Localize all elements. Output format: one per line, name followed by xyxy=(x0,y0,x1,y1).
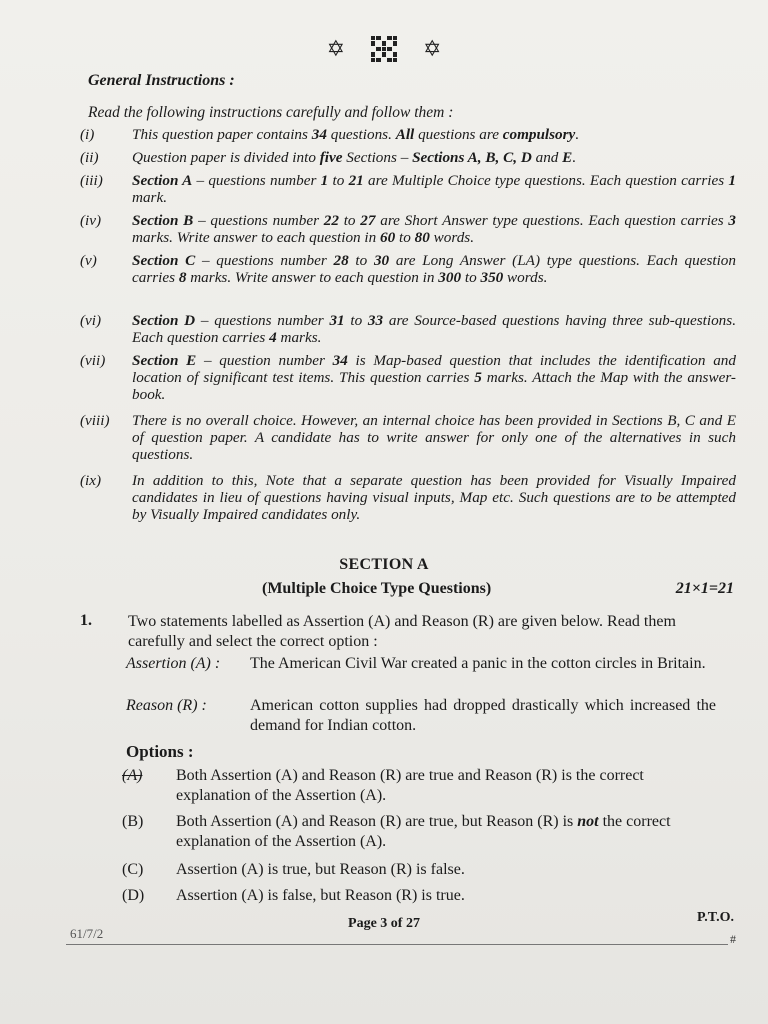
option-text: Both Assertion (A) and Reason (R) are true and Reason (R) is the correct explanation of the Assertion (A). xyxy=(176,767,644,804)
instruction-number: (iii) xyxy=(80,172,103,189)
instruction-text: There is no overall choice. However, an internal choice has been provided in Sections B, C and E of question paper. A candidate has to write answer for only one of the alternatives in such questions. xyxy=(132,412,736,463)
instruction-item xyxy=(80,252,736,286)
instruction-item xyxy=(80,172,736,206)
option-b[interactable] xyxy=(118,812,708,852)
section-subtitle: (Multiple Choice Type Questions) xyxy=(262,580,492,597)
qr-code-icon xyxy=(371,36,397,62)
assertion-text: The American Civil War created a panic in the cotton circles in Britain. xyxy=(250,655,706,672)
section-title: SECTION A xyxy=(339,556,429,573)
section-marks: 21×1=21 xyxy=(675,580,734,597)
instruction-item xyxy=(80,412,736,463)
option-d[interactable] xyxy=(118,886,708,906)
option-label: (C) xyxy=(122,861,144,878)
instruction-item xyxy=(80,126,736,143)
instruction-item xyxy=(80,212,736,246)
instruction-text: Section C – questions number 28 to 30 are Long Answer (LA) type questions. Each question carries 8 marks. Write answer to each question in 300 to 350 words. xyxy=(132,252,736,286)
instruction-number: (vii) xyxy=(80,352,106,369)
instruction-text: Section A – questions number 1 to 21 are Multiple Choice type questions. Each question carries 1 mark. xyxy=(132,172,736,206)
option-a[interactable] xyxy=(118,766,708,806)
instruction-text: Section B – questions number 22 to 27 are Short Answer type questions. Each question carries 3 marks. Write answer to each question in 60 to 80 words. xyxy=(132,212,736,246)
question-stem: Two statements labelled as Assertion (A) and Reason (R) are given below. Read them carefully and select the correct option : xyxy=(128,613,676,650)
instruction-number: (i) xyxy=(80,126,95,143)
instruction-number: (v) xyxy=(80,252,97,269)
instruction-item xyxy=(80,149,736,166)
header-marks xyxy=(0,36,768,62)
instruction-text: Section D – questions number 31 to 33 are Source-based questions having three sub-questions. Each question carries 4 marks. xyxy=(132,312,736,346)
paper-code: 61/7/2 xyxy=(70,926,104,941)
assertion-row xyxy=(126,654,716,674)
option-text: Both Assertion (A) and Reason (R) are true, but Reason (R) is not the correct explanation of the Assertion (A). xyxy=(176,813,671,850)
option-text: Assertion (A) is false, but Reason (R) is true. xyxy=(176,887,465,904)
instruction-item xyxy=(80,312,736,346)
footer-divider xyxy=(66,944,728,945)
instruction-text: This question paper contains 34 questions. All questions are compulsory. xyxy=(132,126,580,143)
star-of-david-icon-right: ✡ xyxy=(423,36,442,61)
pto-label: P.T.O. xyxy=(697,910,734,925)
instruction-number: (iv) xyxy=(80,212,102,229)
instruction-text: Section E – question number 34 is Map-based question that includes the identification and location of significant test items. This question carries 5 marks. Attach the Map with the answer-book. xyxy=(132,352,736,403)
star-of-david-icon-left: ✡ xyxy=(326,36,345,61)
options-heading: Options : xyxy=(126,742,194,761)
instruction-number: (viii) xyxy=(80,412,110,429)
instruction-number: (ii) xyxy=(80,149,99,166)
general-instructions-title: General Instructions : xyxy=(88,72,235,89)
reason-text: American cotton supplies had dropped drastically which increased the demand for Indian cotton. xyxy=(250,697,716,734)
instruction-text: In addition to this, Note that a separate question has been provided for Visually Impaired candidates in lieu of questions having visual inputs, Map etc. Such questions are to be attempted by Visually Impaired candidates only. xyxy=(132,472,736,523)
reason-label: Reason (R) : xyxy=(126,697,207,714)
instruction-number: (vi) xyxy=(80,312,102,329)
instruction-number: (ix) xyxy=(80,472,102,489)
assertion-label: Assertion (A) : xyxy=(126,655,221,672)
hash-mark: # xyxy=(730,932,736,946)
instruction-text: Question paper is divided into five Sections – Sections A, B, C, D and E. xyxy=(132,149,577,166)
general-instructions-intro: Read the following instructions carefully and follow them : xyxy=(88,104,454,121)
option-label: (D) xyxy=(122,887,145,904)
reason-row xyxy=(126,696,716,736)
option-text: Assertion (A) is true, but Reason (R) is false. xyxy=(176,861,465,878)
option-c[interactable] xyxy=(118,860,708,880)
instruction-item xyxy=(80,352,736,403)
option-label: (A) xyxy=(122,767,143,784)
page-number: Page 3 of 27 xyxy=(348,916,420,931)
instruction-item xyxy=(80,472,736,523)
question-number: 1. xyxy=(80,612,92,629)
option-label: (B) xyxy=(122,813,144,830)
